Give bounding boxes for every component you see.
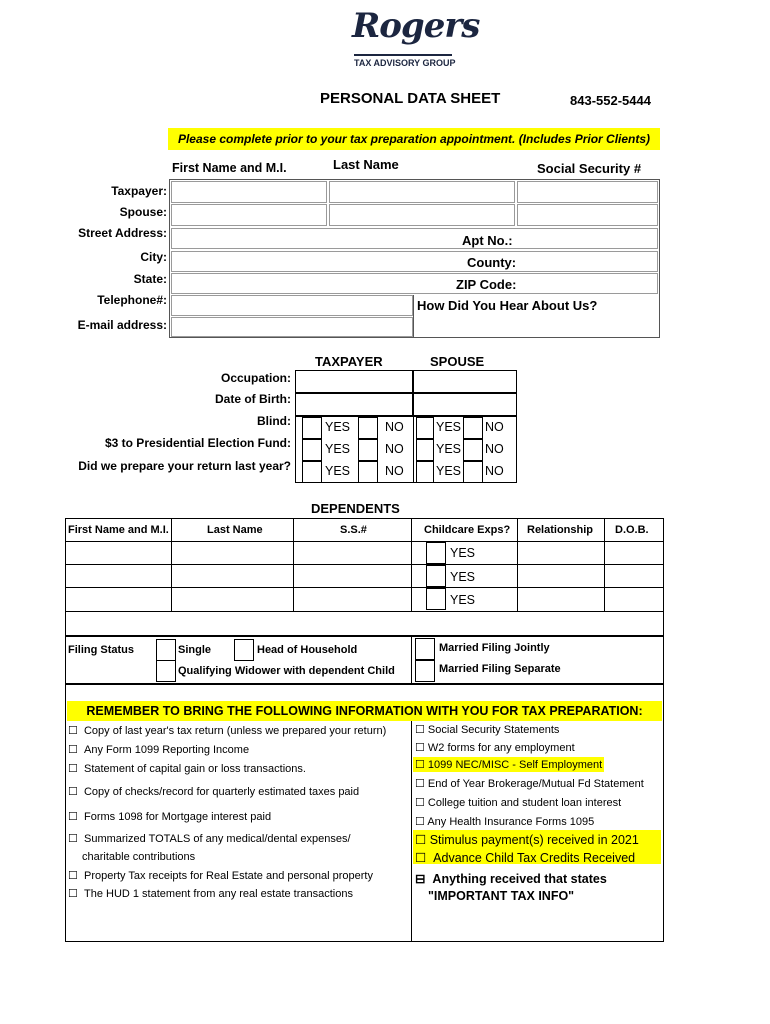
blind-spouse-yes-check[interactable] xyxy=(416,417,434,439)
dep2-yes: YES xyxy=(450,570,476,584)
remember-title: REMEMBER TO BRING THE FOLLOWING INFORMATION WITH YOU FOR TAX PREPARATION: xyxy=(67,701,662,721)
single-label: Single xyxy=(178,644,212,656)
taxpayer-label: Taxpayer: xyxy=(111,184,167,198)
county-label: County: xyxy=(467,255,517,270)
instructions: Please complete prior to your tax preparation appointment. (Includes Prior Clients) xyxy=(168,128,660,150)
logo-underline xyxy=(354,54,452,56)
checklist-item: ☐ The HUD 1 statement from any real estate transactions xyxy=(68,888,353,900)
apt-label: Apt No.: xyxy=(462,233,513,248)
checklist-item: ☐ Statement of capital gain or loss transactions. xyxy=(68,763,306,775)
election-taxpayer-yes-check[interactable] xyxy=(302,439,322,461)
col-first-name: First Name and M.I. xyxy=(172,161,287,175)
prepared-label: Did we prepare your return last year? xyxy=(78,459,291,473)
yes-label: YES xyxy=(436,442,462,456)
dep-col-dob: D.O.B. xyxy=(615,524,649,536)
single-check[interactable] xyxy=(156,639,176,661)
taxpayer-last-input[interactable] xyxy=(329,181,515,203)
dep2-childcare-check[interactable] xyxy=(426,565,446,587)
blind-taxpayer-no-check[interactable] xyxy=(358,417,378,439)
checklist-item: ☐ End of Year Brokerage/Mutual Fd Statement xyxy=(415,778,644,790)
taxpayer-dob-input[interactable] xyxy=(295,393,413,416)
important-note: ⊟ Anything received that states xyxy=(415,872,607,886)
important-note-2: "IMPORTANT TAX INFO" xyxy=(428,889,575,903)
spouse-label: Spouse: xyxy=(119,205,167,219)
dependents-title: DEPENDENTS xyxy=(311,501,400,516)
checklist-item: ☐ Copy of last year's tax return (unless we prepared your return) xyxy=(68,725,387,737)
spouse-last-input[interactable] xyxy=(329,204,515,226)
yes-label: YES xyxy=(325,442,351,456)
no-label: NO xyxy=(485,464,504,478)
street-input[interactable] xyxy=(171,228,658,249)
checklist-item: ☐ Any Form 1099 Reporting Income xyxy=(68,744,250,756)
checklist-item: ☐ Social Security Statements xyxy=(415,724,560,736)
dep-col-childcare: Childcare Exps? xyxy=(424,524,511,536)
email-label: E-mail address: xyxy=(77,318,167,332)
checklist-item: ☐ 1099 NEC/MISC - Self Employment xyxy=(415,759,603,771)
page-title: PERSONAL DATA SHEET xyxy=(320,90,501,107)
widow-label: Qualifying Widower with dependent Child xyxy=(178,665,395,677)
occupation-label: Occupation: xyxy=(220,371,291,385)
checklist-item: ☐ Summarized TOTALS of any medical/dental expenses/ xyxy=(68,833,351,845)
joint-check[interactable] xyxy=(415,638,435,660)
logo xyxy=(340,6,480,76)
telephone-label: Telephone#: xyxy=(97,293,167,307)
blind-spouse-no-check[interactable] xyxy=(463,417,483,439)
checklist-item: ☐ Forms 1098 for Mortgage interest paid xyxy=(68,811,272,823)
dep-col-first: First Name and M.I. xyxy=(68,524,169,536)
dep-col-ssn: S.S.# xyxy=(340,524,367,536)
email-input[interactable] xyxy=(171,317,413,337)
separate-check[interactable] xyxy=(415,660,435,682)
dep1-yes: YES xyxy=(450,546,476,560)
checklist-item: ☐ College tuition and student loan interest xyxy=(415,797,622,809)
joint-label: Married Filing Jointly xyxy=(439,642,550,654)
zip-label: ZIP Code: xyxy=(456,277,517,292)
election-spouse-yes-check[interactable] xyxy=(416,439,434,461)
checklist-item: ☐ Property Tax receipts for Real Estate and personal property xyxy=(68,870,373,882)
taxpayer-occupation-input[interactable] xyxy=(295,370,413,393)
no-label: NO xyxy=(385,420,404,434)
blind-taxpayer-yes-check[interactable] xyxy=(302,417,322,439)
checklist-item: ☐ Stimulus payment(s) received in 2021 xyxy=(415,833,639,847)
yes-label: YES xyxy=(325,420,351,434)
telephone-input[interactable] xyxy=(171,295,413,316)
dob-label: Date of Birth: xyxy=(215,392,291,406)
prepared-taxpayer-yes-check[interactable] xyxy=(302,461,322,483)
yes-label: YES xyxy=(325,464,351,478)
col-ssn: Social Security # xyxy=(537,161,642,176)
taxpayer-ssn-input[interactable] xyxy=(517,181,658,203)
prepared-spouse-no-check[interactable] xyxy=(463,461,483,483)
checklist-item: ☐ Advance Child Tax Credits Received xyxy=(415,851,636,865)
prepared-taxpayer-no-check[interactable] xyxy=(358,461,378,483)
no-label: NO xyxy=(485,420,504,434)
logo-subtitle: TAX ADVISORY GROUP xyxy=(354,58,456,68)
dep-col-last: Last Name xyxy=(207,524,263,536)
checklist-item-cont: charitable contributions xyxy=(82,851,196,863)
blind-label: Blind: xyxy=(257,414,291,428)
spouse-occupation-input[interactable] xyxy=(413,370,517,393)
separate-label: Married Filing Separate xyxy=(439,663,561,675)
checklist-item: ☐ Copy of checks/record for quarterly estimated taxes paid xyxy=(68,786,360,798)
dep1-childcare-check[interactable] xyxy=(426,542,446,564)
state-input[interactable] xyxy=(171,273,658,294)
hoh-check[interactable] xyxy=(234,639,254,661)
dep3-childcare-check[interactable] xyxy=(426,588,446,610)
yes-label: YES xyxy=(436,464,462,478)
spouse-dob-input[interactable] xyxy=(413,393,517,416)
col-last-name: Last Name xyxy=(333,157,399,172)
prepared-spouse-yes-check[interactable] xyxy=(416,461,434,483)
election-taxpayer-no-check[interactable] xyxy=(358,439,378,461)
widow-check[interactable] xyxy=(156,660,176,682)
hear-label: How Did You Hear About Us? xyxy=(417,298,598,313)
dep3-yes: YES xyxy=(450,593,476,607)
street-label: Street Address: xyxy=(78,226,167,240)
col-taxpayer: TAXPAYER xyxy=(315,354,383,369)
spouse-first-input[interactable] xyxy=(171,204,327,226)
taxpayer-first-input[interactable] xyxy=(171,181,327,203)
hear-divider xyxy=(413,295,414,337)
logo-name: Rogers xyxy=(352,6,480,46)
no-label: NO xyxy=(385,464,404,478)
election-label: $3 to Presidential Election Fund: xyxy=(104,436,291,450)
spouse-ssn-input[interactable] xyxy=(517,204,658,226)
hoh-label: Head of Household xyxy=(257,644,358,656)
election-spouse-no-check[interactable] xyxy=(463,439,483,461)
filing-status-label: Filing Status xyxy=(68,644,134,656)
city-label: City: xyxy=(140,250,167,264)
checklist-item: ☐ Any Health Insurance Forms 1095 xyxy=(415,816,595,828)
no-label: NO xyxy=(385,442,404,456)
phone-number: 843-552-5444 xyxy=(570,93,651,108)
checklist-item: ☐ W2 forms for any employment xyxy=(415,742,575,754)
yes-label: YES xyxy=(436,420,462,434)
city-input[interactable] xyxy=(171,251,658,272)
dep-col-relationship: Relationship xyxy=(527,524,594,536)
col-spouse: SPOUSE xyxy=(430,354,485,369)
no-label: NO xyxy=(485,442,504,456)
state-label: State: xyxy=(133,272,167,286)
